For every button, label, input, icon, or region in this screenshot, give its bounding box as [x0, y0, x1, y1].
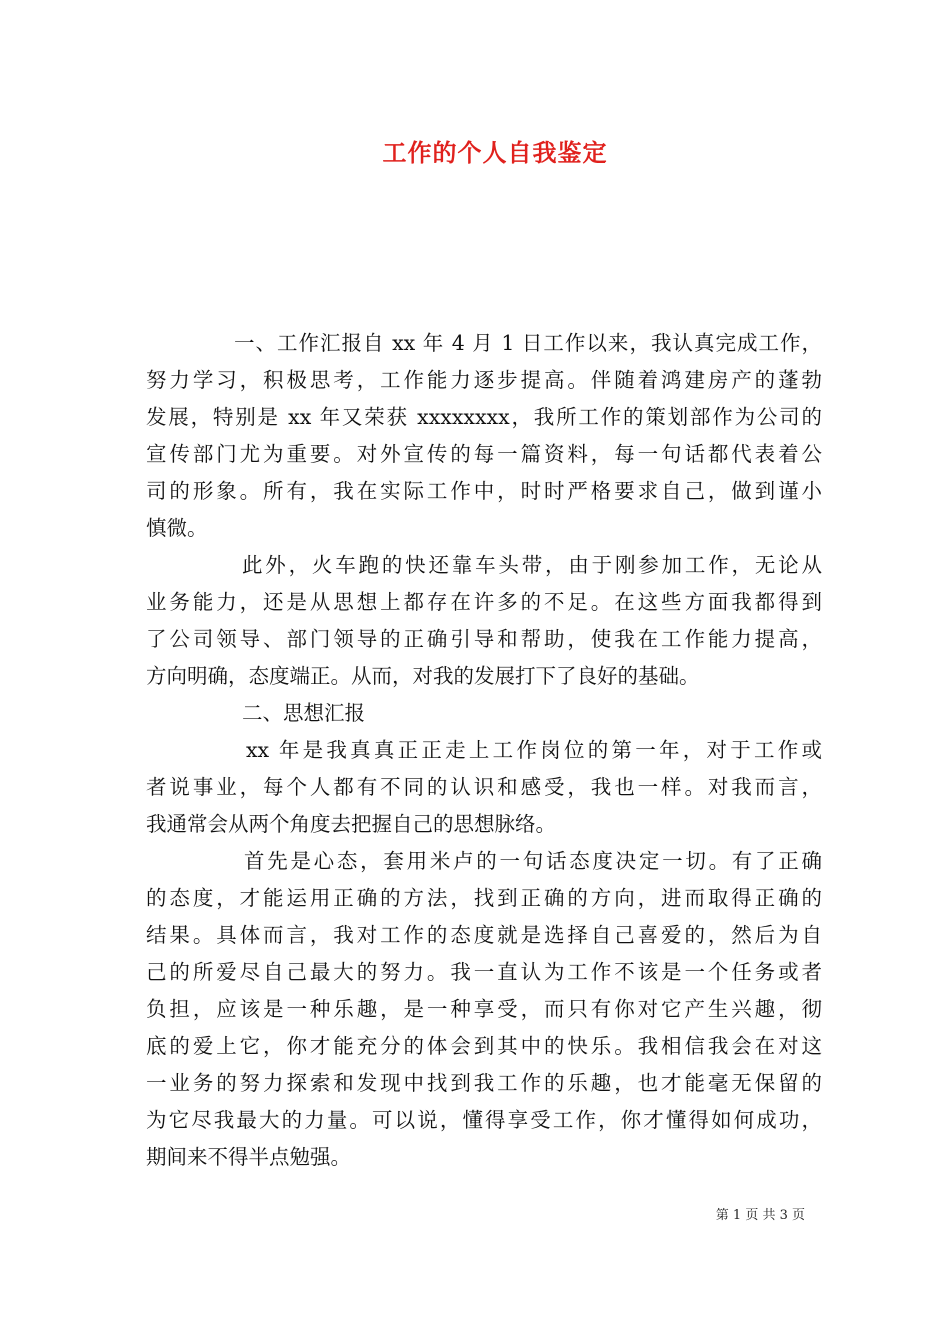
text-line: 发展，特别是 xx 年又荣获 xxxxxxxx，我所工作的策划部作为公司的 — [146, 405, 822, 429]
text-line: xx 年是我真真正正走上工作岗位的第一年，对于工作或 — [246, 738, 822, 762]
text-line: 一、工作汇报自 xx 年 4 月 1 日工作以来，我认真完成工作， — [234, 331, 822, 355]
text-line: 司的形象。所有，我在实际工作中，时时严格要求自己，做到谨小 — [146, 479, 822, 503]
text-line: 二、思想汇报 — [242, 701, 365, 725]
paragraph-first-year — [146, 732, 822, 843]
text-line: 期间来不得半点勉强。 — [146, 1145, 351, 1169]
text-line: 此外，火车跑的快还靠车头带，由于刚参加工作，无论从 — [242, 553, 822, 577]
text-line: 为它尽我最大的力量。可以说，懂得享受工作，你才懂得如何成功， — [146, 1108, 822, 1132]
text-line: 的态度，才能运用正确的方法，找到正确的方向，进而取得正确的 — [146, 886, 822, 910]
text-line: 者说事业，每个人都有不同的认识和感受，我也一样。对我而言， — [146, 775, 822, 799]
text-line: 业务能力，还是从思想上都存在许多的不足。在这些方面我都得到 — [146, 590, 822, 614]
text-line: 结果。具体而言，我对工作的态度就是选择自己喜爱的，然后为自 — [146, 923, 822, 947]
text-line: 底的爱上它，你才能充分的体会到其中的快乐。我相信我会在对这 — [146, 1034, 822, 1058]
paragraph-attitude — [146, 843, 822, 1176]
page-number-footer: 第 1 页 共 3 页 — [715, 1208, 805, 1223]
text-line: 负担，应该是一种乐趣，是一种享受，而只有你对它产生兴趣，彻 — [146, 997, 822, 1021]
text-line: 首先是心态，套用米卢的一句话态度决定一切。有了正确 — [244, 849, 822, 873]
text-line: 努力学习，积极思考，工作能力逐步提高。伴随着鸿建房产的蓬勃 — [146, 368, 822, 392]
text-line: 一业务的努力探索和发现中找到我工作的乐趣，也才能毫无保留的 — [146, 1071, 822, 1095]
document-body — [146, 325, 822, 1176]
text-line: 了公司领导、部门领导的正确引导和帮助，使我在工作能力提高， — [146, 627, 822, 651]
text-line: 慎微。 — [146, 516, 208, 540]
document-title: 工作的个人自我鉴定 — [382, 138, 608, 167]
text-line: 方向明确，态度端正。从而，对我的发展打下了良好的基础。 — [146, 664, 700, 688]
text-line: 我通常会从两个角度去把握自己的思想脉络。 — [146, 812, 556, 836]
section-heading-thought-report — [146, 695, 822, 732]
paragraph-work-report — [146, 325, 822, 547]
text-line: 宣传部门尤为重要。对外宣传的每一篇资料，每一句话都代表着公 — [146, 442, 822, 466]
paragraph-additional — [146, 547, 822, 695]
text-line: 己的所爱尽自己最大的努力。我一直认为工作不该是一个任务或者 — [146, 960, 822, 984]
